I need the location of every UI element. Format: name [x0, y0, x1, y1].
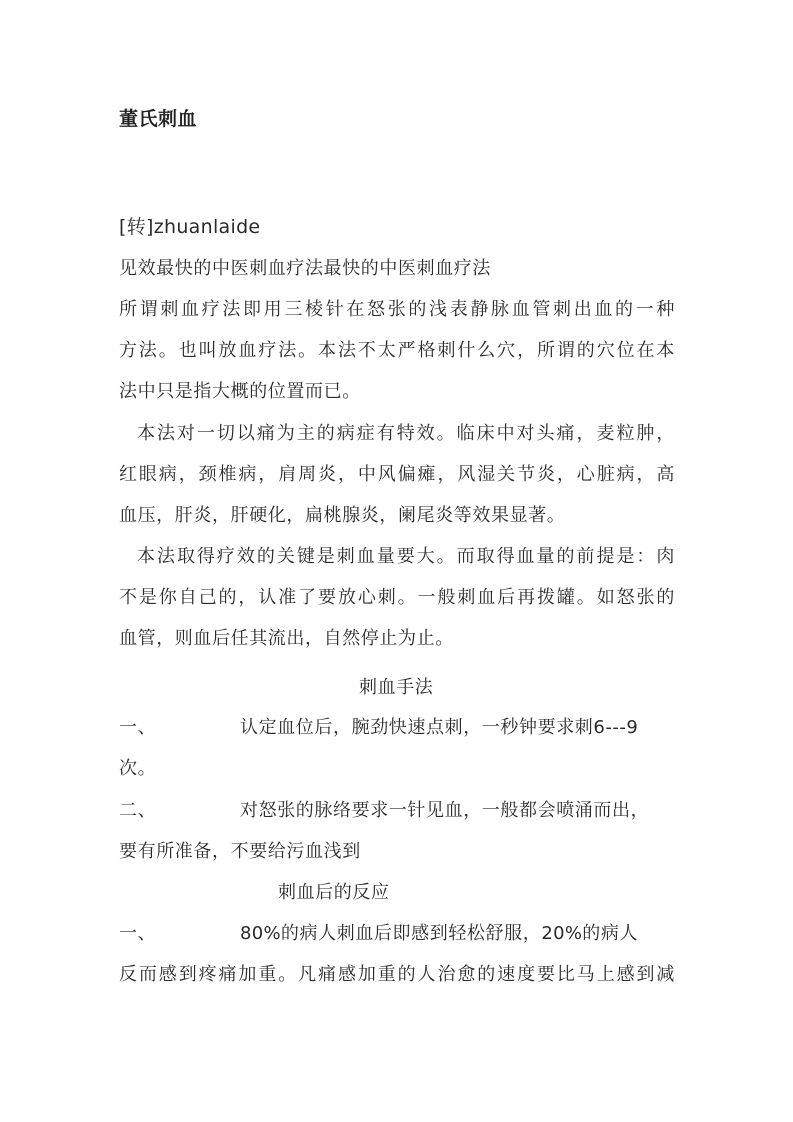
- section-heading-reaction: 刺血后的反应: [278, 882, 390, 903]
- paragraph-1-line-2: 方法。也叫放血疗法。本法不太严格刺什么穴，所谓的穴位在本: [119, 340, 675, 361]
- technique-item-2-line-2: 要有所准备，不要给污血浅到: [119, 841, 361, 862]
- reaction-item-1-line-1: [240, 922, 638, 946]
- reaction-item-1-line-2: 反而感到疼痛加重。凡痛感加重的人治愈的速度要比马上感到减: [119, 964, 675, 985]
- technique-item-1-line-1: 认定血位后，腕劲快速点刺，一秒钟要求刺: [240, 717, 594, 738]
- paragraph-2-line-2: 红眼病，颈椎病，肩周炎，中风偏瘫，风湿关节炎，心脏病，高: [119, 464, 675, 485]
- reaction-text-b: 的病人: [582, 923, 639, 944]
- paragraph-3-line-3: 血管，则血后任其流出，自然停止为止。: [119, 628, 454, 649]
- technique-item-1-line-2: 次。: [119, 758, 157, 779]
- paragraph-2-line-3: 血压，肝炎，肝硬化，扁桃腺炎，阑尾炎等效果显著。: [119, 505, 566, 526]
- document-title: 董氏刺血: [119, 108, 198, 130]
- reaction-text-a: 的病人刺血后即感到轻松舒服，: [280, 923, 542, 944]
- technique-item-2-marker: 二、: [119, 800, 157, 821]
- technique-item-1-text: [240, 716, 638, 740]
- reaction-pct-20: 20%: [541, 923, 583, 944]
- paragraph-1-line-1: 所谓刺血疗法即用三棱针在怒张的浅表静脉血管刺出血的一种: [119, 299, 675, 320]
- technique-item-2-line-1: 对怒张的脉络要求一针见血，一般都会喷涌而出，: [240, 800, 650, 821]
- section-heading-technique-label: 刺血手法: [359, 677, 434, 698]
- technique-item-1-marker: 一、: [119, 717, 157, 738]
- reaction-item-1-marker: 一、: [119, 923, 157, 944]
- reaction-pct-80: 80%: [240, 923, 281, 944]
- technique-item-1-count: 6---9: [593, 717, 639, 738]
- paragraph-2-line-1: 本法对一切以痛为主的病症有特效。临床中对头痛，麦粒肿，: [137, 423, 675, 444]
- source-line: [转]zhuanlaide: [119, 216, 261, 238]
- subtitle: 见效最快的中医刺血疗法最快的中医刺血疗法: [119, 258, 491, 279]
- paragraph-3-line-2: 不是你自己的，认准了要放心刺。一般刺血后再拨罐。如怒张的: [119, 587, 675, 608]
- paragraph-3-line-1: 本法取得疗效的关键是刺血量要大。而取得血量的前提是：肉: [137, 546, 675, 567]
- paragraph-1-line-3: 法中只是指大概的位置而已。: [119, 381, 361, 402]
